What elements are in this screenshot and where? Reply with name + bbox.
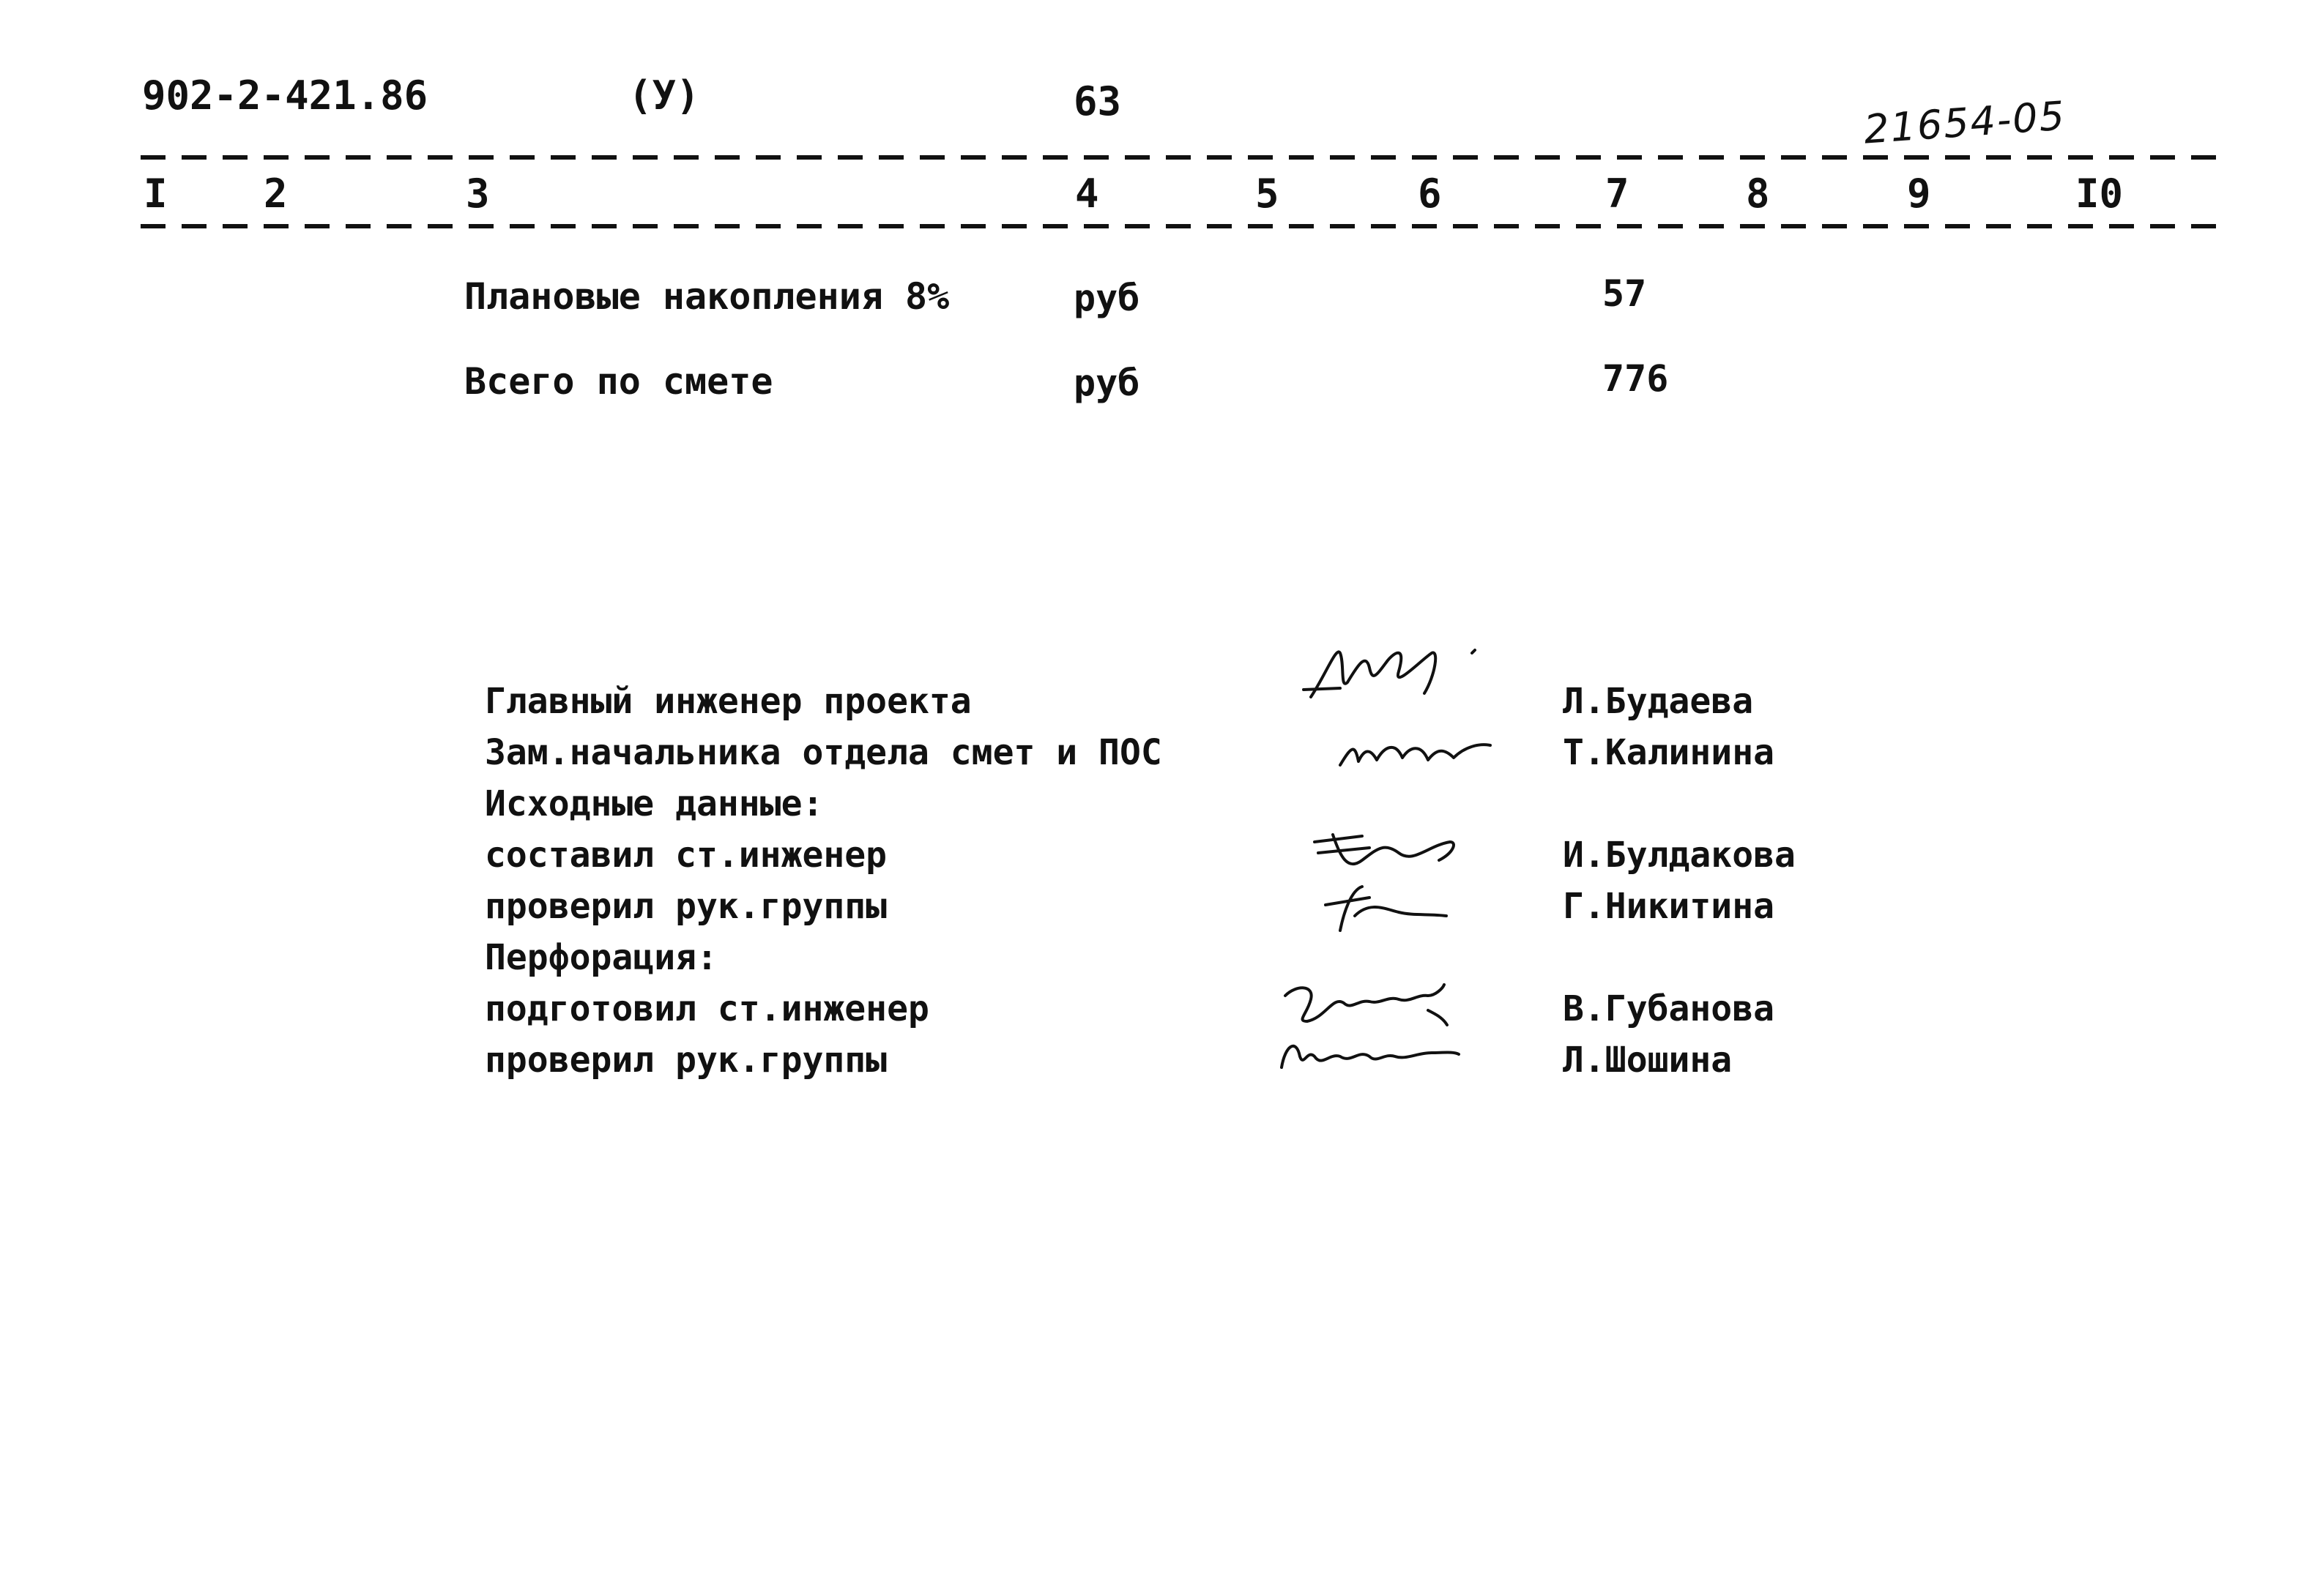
- document-code-text: 902-2-421.86: [142, 72, 428, 119]
- row-value-total: 776: [1602, 357, 1669, 400]
- section-heading-source-data: Исходные данные:: [485, 783, 824, 824]
- signature-scribble-4: [1311, 876, 1457, 934]
- signer-name-buldakova: И.Булдакова: [1563, 835, 1796, 876]
- column-number-2: 2: [264, 171, 288, 217]
- column-number-8: 8: [1746, 171, 1770, 217]
- table-rule-bottom: [141, 224, 2219, 228]
- signature-role-checked-by: проверил рук.группы: [485, 886, 888, 927]
- signer-name-kalinina: Т.Калинина: [1563, 732, 1774, 773]
- document-code: [142, 72, 428, 119]
- table-rule-top: [141, 155, 2219, 160]
- signer-name-nikitina: Г.Никитина: [1563, 886, 1774, 927]
- column-number-6: 6: [1418, 171, 1442, 217]
- page-number: 63: [1074, 78, 1122, 124]
- row-name-total: Всего по смете: [464, 360, 773, 403]
- column-number-1: I: [144, 171, 168, 217]
- signer-name-budaeva: Л.Будаева: [1563, 681, 1754, 722]
- signature-role-deputy-head: Зам.начальника отдела смет и ПОС: [485, 732, 1162, 773]
- column-number-3: 3: [466, 171, 490, 217]
- signature-scribble-1: [1296, 631, 1501, 712]
- signature-role-chief-engineer: Главный инженер проекта: [485, 681, 972, 722]
- column-number-9: 9: [1907, 171, 1931, 217]
- archive-number: 21654-05: [1862, 92, 2067, 153]
- row-value-planned-savings: 57: [1602, 272, 1647, 315]
- column-number-10: I0: [2075, 171, 2124, 217]
- column-number-7: 7: [1605, 171, 1629, 217]
- signer-name-shoshina: Л.Шошина: [1563, 1040, 1733, 1081]
- column-number-4: 4: [1075, 171, 1099, 217]
- section-heading-perforation: Перфорация:: [485, 937, 718, 978]
- signature-role-compiled-by: составил ст.инженер: [485, 835, 888, 876]
- signature-scribble-6: [1267, 1023, 1472, 1082]
- row-name-planned-savings: Плановые накопления 8%: [464, 275, 950, 318]
- signature-role-checked-by-2: проверил рук.группы: [485, 1040, 888, 1081]
- column-number-5: 5: [1255, 171, 1279, 217]
- row-unit-total: руб: [1074, 362, 1140, 404]
- signature-scribble-2: [1333, 732, 1509, 776]
- row-unit-planned-savings: руб: [1074, 277, 1140, 319]
- signature-role-prepared-by: подготовил ст.инженер: [485, 988, 929, 1029]
- variant-mark: (У): [628, 72, 700, 119]
- signer-name-gubanova: В.Губанова: [1563, 988, 1774, 1029]
